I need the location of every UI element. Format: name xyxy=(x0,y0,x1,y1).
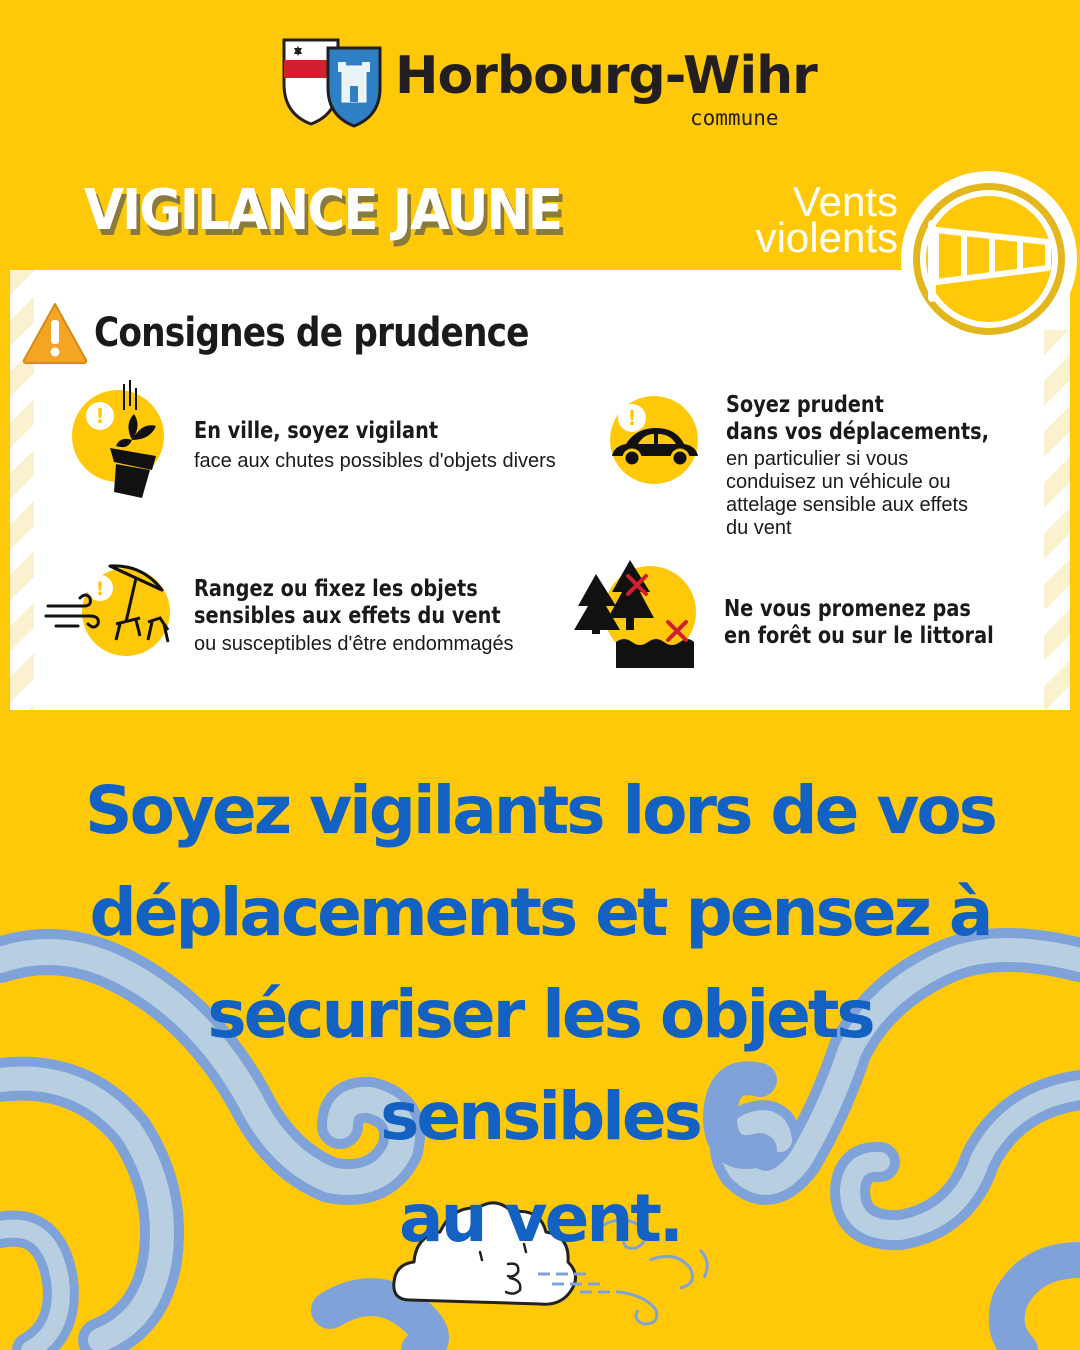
tip-3-title-line2: sensibles aux effets du vent xyxy=(194,603,501,629)
town-name: Horbourg-Wihr xyxy=(395,46,817,106)
svg-text:!: ! xyxy=(95,578,105,600)
tip-2-text-line2: conduisez un véhicule ou xyxy=(726,471,951,493)
tip-1-text xyxy=(194,450,556,473)
garden-furniture-wind-icon xyxy=(44,560,178,660)
tip-2-text xyxy=(726,448,968,540)
tip-3-title xyxy=(194,576,501,630)
svg-text:!: ! xyxy=(95,404,105,428)
tip-4-title xyxy=(724,596,994,650)
hazard-label-line2: violents xyxy=(755,214,898,261)
forest-coast-forbidden-icon xyxy=(574,556,704,672)
tip-3-text xyxy=(194,633,514,656)
warning-icon xyxy=(20,300,90,366)
tip-2-text-line4: du vent xyxy=(726,517,792,539)
consignes-title: Consignes de prudence xyxy=(94,310,529,356)
vigilance-title: VIGILANCE JAUNE xyxy=(84,178,562,243)
main-message-line2: déplacements et pensez à xyxy=(89,874,991,951)
hazard-label-line1: Vents xyxy=(792,178,898,225)
tip-1-title xyxy=(194,418,438,445)
tip-3-text-line1: ou susceptibles d'être endommagés xyxy=(194,633,514,655)
tip-2-text-line3: attelage sensible aux effets xyxy=(726,494,969,516)
coat-of-arms-icon xyxy=(280,36,390,128)
tip-2-text-line1: en particulier si vous xyxy=(726,448,909,470)
windsock-icon xyxy=(898,168,1080,350)
main-message-line4: au vent. xyxy=(399,1180,681,1257)
car-icon xyxy=(606,392,702,488)
tip-2-title-line2: dans vos déplacements, xyxy=(726,419,989,445)
hazard-label xyxy=(722,178,898,261)
tip-2-title xyxy=(726,392,989,446)
tip-1-text-line1: face aux chutes possibles d'objets divers xyxy=(194,450,556,472)
panel-stripe-right xyxy=(1044,330,1070,710)
tip-1-title-line1: En ville, soyez vigilant xyxy=(194,418,439,444)
tip-2-title-line1: Soyez prudent xyxy=(726,392,884,418)
main-message xyxy=(40,760,1040,1270)
tip-4-title-line2: en forêt ou sur le littoral xyxy=(724,623,994,649)
falling-plant-pot-icon xyxy=(70,380,170,502)
tip-3-title-line1: Rangez ou fixez les objets xyxy=(194,576,478,602)
main-message-line1: Soyez vigilants lors de vos xyxy=(85,772,995,849)
town-logo xyxy=(280,36,840,136)
town-subtitle: commune xyxy=(690,106,779,130)
tip-4-title-line1: Ne vous promenez pas xyxy=(724,596,971,622)
svg-text:!: ! xyxy=(627,406,637,430)
main-message-line3: sécuriser les objets sensibles xyxy=(207,976,873,1155)
